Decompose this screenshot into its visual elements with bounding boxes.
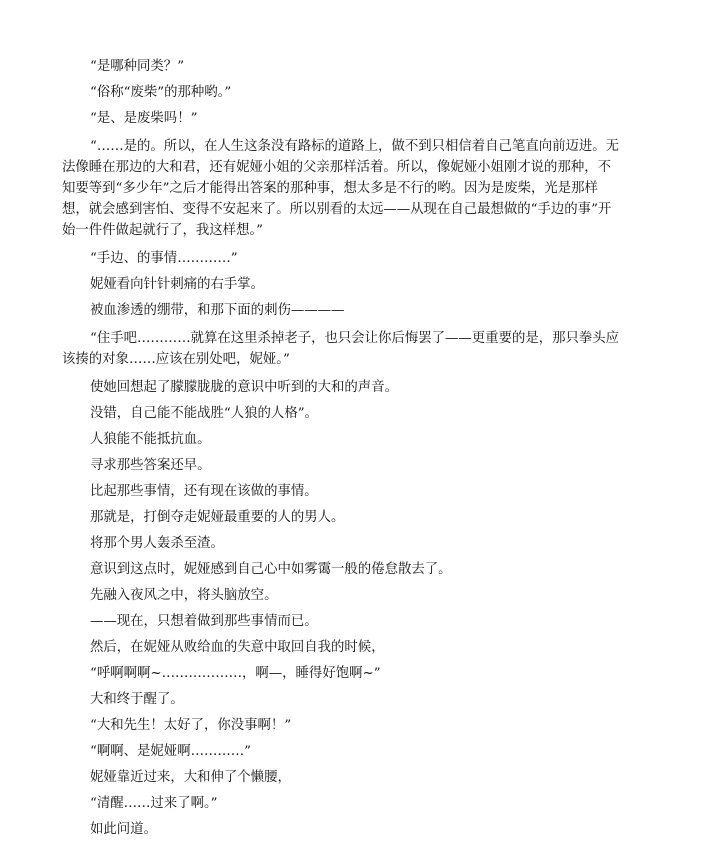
paragraph-text: “住手吧…………就算在这里杀掉老子，也只会让你后悔罢了——更重要的是，那只拳头应该揍的对象……应该在别处吧，妮娅。” (62, 331, 620, 367)
paragraph: 意识到这点时，妮娅感到自己心中如雾霭一般的倦怠散去了。 (90, 562, 452, 577)
paragraph: 妮娅靠近过来，大和伸了个懒腰， (90, 770, 291, 785)
paragraph: 妮娅看向针针刺痛的右手掌。 (90, 277, 265, 292)
paragraph: 寻求那些答案还早。 (90, 458, 211, 473)
paragraph: 先融入夜风之中，将头脑放空。 (90, 588, 278, 603)
paragraph: 将那个男人轰杀至渣。 (90, 536, 224, 551)
paragraph: “俗称“废柴”的那种哟。” (90, 85, 232, 100)
paragraph: “是哪种同类？” (90, 59, 185, 74)
paragraph: 被血渗透的绷带，和那下面的刺伤———— (90, 303, 345, 318)
paragraph: 人狼能不能抵抗血。 (90, 432, 211, 447)
paragraph: “手边、的事情…………” (90, 251, 238, 266)
paragraph: “啊啊、是妮娅啊…………” (90, 744, 251, 759)
paragraph: “清醒……过来了啊。” (90, 796, 218, 811)
paragraph: 大和终于醒了。 (90, 692, 184, 707)
paragraph: “呼啊啊啊~………………，啊—，睡得好饱啊~” (90, 666, 381, 681)
paragraph: 然后，在妮娅从败给血的失意中取回自我的时候， (90, 640, 385, 655)
novel-text (62, 58, 620, 847)
paragraph: 使她回想起了朦朦胧胧的意识中听到的大和的声音。 (90, 380, 398, 395)
paragraph: ——现在，只想着做到那些事情而已。 (90, 614, 318, 629)
paragraph (62, 328, 620, 370)
paragraph: 比起那些事情，还有现在该做的事情。 (90, 484, 318, 499)
paragraph: 那就是，打倒夺走妮娅最重要的人的男人。 (90, 510, 345, 525)
paragraph (62, 136, 620, 241)
paragraph: “大和先生！太好了，你没事啊！” (90, 718, 292, 733)
paragraph-text: “……是的。所以，在人生这条没有路标的道路上，做不到只相信着自己笔直向前迈进。无法像睡在那边的大和君，还有妮娅小姐的父亲那样活着。所以，像妮娅小姐刚才说的那种，不知要等到“多少年”之后才能得出答案的那种事，想太多是不行的哟。因为是废柴，光是那样想，就会感到害怕、变得不安起来了。所以别看的太远——从现在自己最想做的“手边的事”开始一件件做起就行了，我这样想。” (62, 139, 620, 238)
paragraph: “是、是废柴吗！” (90, 111, 198, 126)
paragraph: 没错，自己能不能战胜“人狼的人格”。 (90, 406, 318, 421)
paragraph: 如此问道。 (90, 822, 157, 837)
